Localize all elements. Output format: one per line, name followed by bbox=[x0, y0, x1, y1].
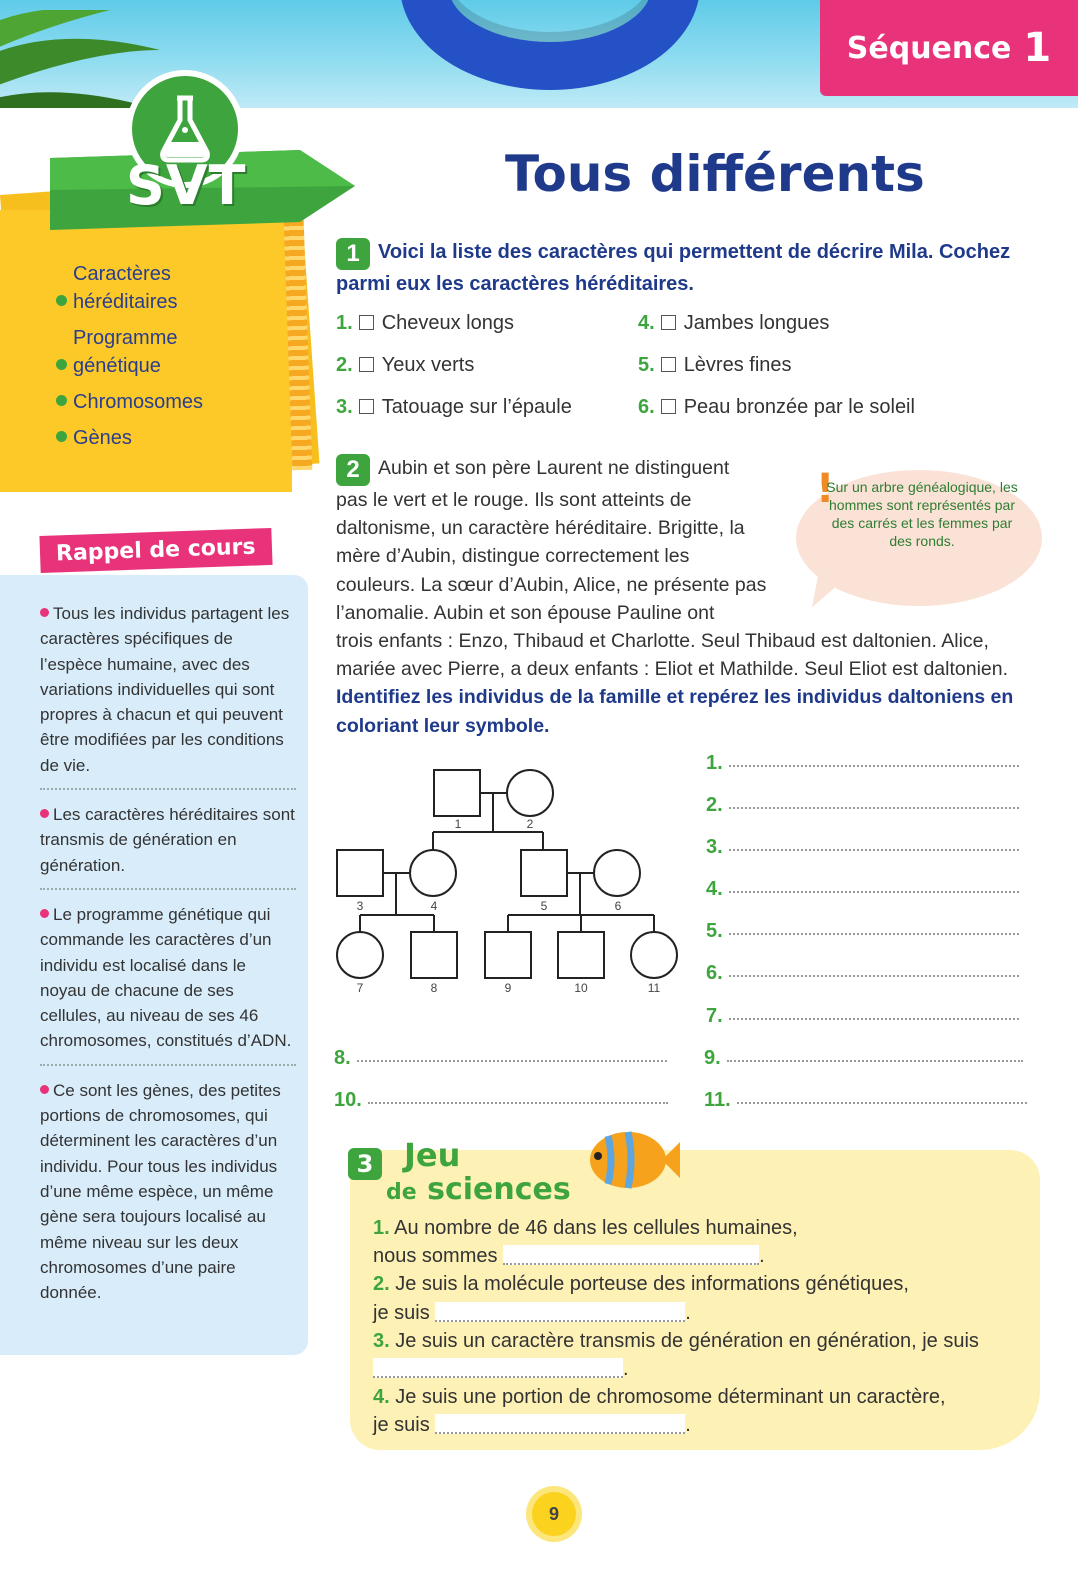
tree-symbol-4[interactable] bbox=[410, 850, 456, 896]
answer-line[interactable]: 6. bbox=[706, 962, 1019, 985]
keyword-item: Caractères héréditaires bbox=[56, 260, 213, 316]
tree-label: 7 bbox=[356, 981, 364, 995]
rappel-paragraph: Les caractères héréditaires sont transmis de génération en génération. bbox=[40, 802, 296, 890]
tree-symbol-2[interactable] bbox=[507, 770, 553, 816]
tree-symbol-3[interactable] bbox=[337, 850, 383, 896]
answer-line[interactable]: 7. bbox=[706, 1005, 1019, 1028]
sequence-label: Séquence bbox=[846, 30, 1012, 66]
rappel-title: Rappel de cours bbox=[39, 528, 272, 573]
family-tree bbox=[330, 760, 690, 1000]
exercise-2-text: 2 Aubin et son père Laurent ne distinguent pas le vert et le rouge. Ils sont atteints de daltonisme, un caractère héréditaire. Brigitte, la mère d’Aubin, distingue correctement les couleurs. La sœur d’Aubin, Alice, ne présente pas l’anomalie. Aubin et son épouse Pauline ont trois enfants : Enzo, Thibaud et Charlotte. Seul Thibaud est daltonien. Alice, mariée avec Pierre, a deux enfants : Eliot et Mathilde. Seul Eliot est daltonien. Identifiez les individus de la famille et repérez les individus daltoniens en coloriant leur symbole. bbox=[336, 454, 1036, 740]
answer-line[interactable]: 4. bbox=[706, 878, 1019, 901]
answer-line[interactable]: 8. bbox=[334, 1047, 667, 1070]
bullet-icon bbox=[40, 809, 49, 818]
tree-label: 8 bbox=[430, 981, 438, 995]
page-title: Tous différents bbox=[505, 145, 925, 203]
rappel-panel bbox=[0, 575, 308, 1355]
checkbox[interactable] bbox=[359, 315, 374, 330]
tree-symbol-10[interactable] bbox=[558, 932, 604, 978]
tree-label: 9 bbox=[504, 981, 512, 995]
tree-symbol-8[interactable] bbox=[411, 932, 457, 978]
exercise-2-instruction: Identifiez les individus de la famille et repérez les individus daltoniens en coloriant leur symbole. bbox=[336, 686, 1014, 737]
choice-item[interactable]: 2. Yeux verts bbox=[336, 354, 475, 376]
answer-line[interactable]: 3. bbox=[706, 836, 1019, 859]
checkbox[interactable] bbox=[661, 357, 676, 372]
tree-symbol-6[interactable] bbox=[594, 850, 640, 896]
bullet-icon bbox=[56, 431, 67, 442]
tree-label: 10 bbox=[574, 981, 588, 995]
bullet-icon bbox=[56, 295, 67, 306]
page-number: 9 bbox=[532, 1492, 576, 1536]
exercise-1-instruction: 1 Voici la liste des caractères qui permettent de décrire Mila. Cochez parmi eux les caractères héréditaires. bbox=[336, 240, 1011, 295]
tree-symbol-9[interactable] bbox=[485, 932, 531, 978]
checkbox[interactable] bbox=[359, 399, 374, 414]
tree-label: 5 bbox=[540, 899, 548, 913]
tree-label: 4 bbox=[430, 899, 438, 913]
exclamation-icon: ! bbox=[816, 466, 835, 512]
tree-symbol-5[interactable] bbox=[521, 850, 567, 896]
checkbox[interactable] bbox=[359, 357, 374, 372]
rappel-paragraph: Tous les individus partagent les caractères spécifiques de l’espèce humaine, avec des variations individuelles qui sont propres à chacun et qui peuvent être modifiées par les conditions de vie. bbox=[40, 601, 296, 790]
choice-item[interactable]: 4. Jambes longues bbox=[638, 312, 830, 334]
answer-blank[interactable] bbox=[435, 1414, 685, 1434]
bullet-icon bbox=[56, 395, 67, 406]
tree-label: 1 bbox=[454, 817, 462, 831]
keyword-item: Chromosomes bbox=[56, 388, 213, 416]
answer-line[interactable]: 9. bbox=[704, 1047, 1023, 1070]
keyword-item: Programme génétique bbox=[56, 324, 213, 380]
rappel-paragraph: Le programme génétique qui commande les caractères d’un individu est localisé dans le noyau de chacune de ses cellules, au niveau de ses 46 chromosomes, constitués d’ADN. bbox=[40, 902, 296, 1066]
choice-item[interactable]: 1. Cheveux longs bbox=[336, 312, 514, 334]
checkbox[interactable] bbox=[661, 399, 676, 414]
rappel-paragraph: Ce sont les gènes, des petites portions de chromosomes, qui déterminent les caractères d’un individu. Pour tous les individus d’une même espèce, un même gène sera toujours localisé au même niveau sur les deux chromosomes d’une paire donnée. bbox=[40, 1080, 281, 1303]
tree-symbol-1[interactable] bbox=[434, 770, 480, 816]
choice-item[interactable]: 5. Lèvres fines bbox=[638, 354, 792, 376]
sequence-number: 1 bbox=[1023, 25, 1052, 71]
bullet-icon bbox=[56, 359, 67, 370]
answer-blank[interactable] bbox=[373, 1358, 623, 1378]
exercise-number-badge: 3 bbox=[348, 1148, 382, 1180]
choice-item[interactable]: 6. Peau bronzée par le soleil bbox=[638, 396, 915, 418]
answer-line[interactable]: 10. bbox=[334, 1089, 668, 1112]
answer-line[interactable]: 11. bbox=[704, 1089, 1027, 1112]
tree-label: 2 bbox=[526, 817, 534, 831]
checkbox[interactable] bbox=[661, 315, 676, 330]
bullet-icon bbox=[40, 1085, 49, 1094]
answer-line[interactable]: 5. bbox=[706, 920, 1019, 943]
exercise-number-badge: 2 bbox=[336, 454, 370, 486]
keyword-item: Gènes bbox=[56, 424, 213, 452]
answer-blank[interactable] bbox=[503, 1245, 759, 1265]
answer-blank[interactable] bbox=[435, 1302, 685, 1322]
answer-line[interactable]: 1. bbox=[706, 752, 1019, 775]
swim-ring-image bbox=[400, 0, 700, 90]
tree-symbol-7[interactable] bbox=[337, 932, 383, 978]
subject-label: SVT bbox=[126, 154, 247, 217]
exercise-number-badge: 1 bbox=[336, 238, 370, 270]
bullet-icon bbox=[40, 608, 49, 617]
tip-text: Sur un arbre généalogique, les hommes sont représentés par des carrés et les femmes par des ronds. bbox=[826, 479, 1018, 549]
sequence-tab bbox=[820, 0, 1078, 96]
bullet-icon bbox=[40, 909, 49, 918]
keyword-list bbox=[56, 260, 213, 460]
tree-symbol-11[interactable] bbox=[631, 932, 677, 978]
jeu-questions: 1. Au nombre de 46 dans les cellules humaines, nous sommes . 2. Je suis la molécule porteuse des informations génétiques, je suis . 3. Je suis un caractère transmis de génération en génération, je suis . 4. Je suis une portion de chromosome déterminant un caractère, je suis . bbox=[373, 1217, 979, 1437]
choice-item[interactable]: 3. Tatouage sur l’épaule bbox=[336, 396, 572, 418]
tree-label: 11 bbox=[647, 981, 661, 995]
answer-line[interactable]: 2. bbox=[706, 794, 1019, 817]
fish-image bbox=[580, 1120, 680, 1200]
tree-label: 3 bbox=[356, 899, 364, 913]
tree-label: 6 bbox=[614, 899, 622, 913]
